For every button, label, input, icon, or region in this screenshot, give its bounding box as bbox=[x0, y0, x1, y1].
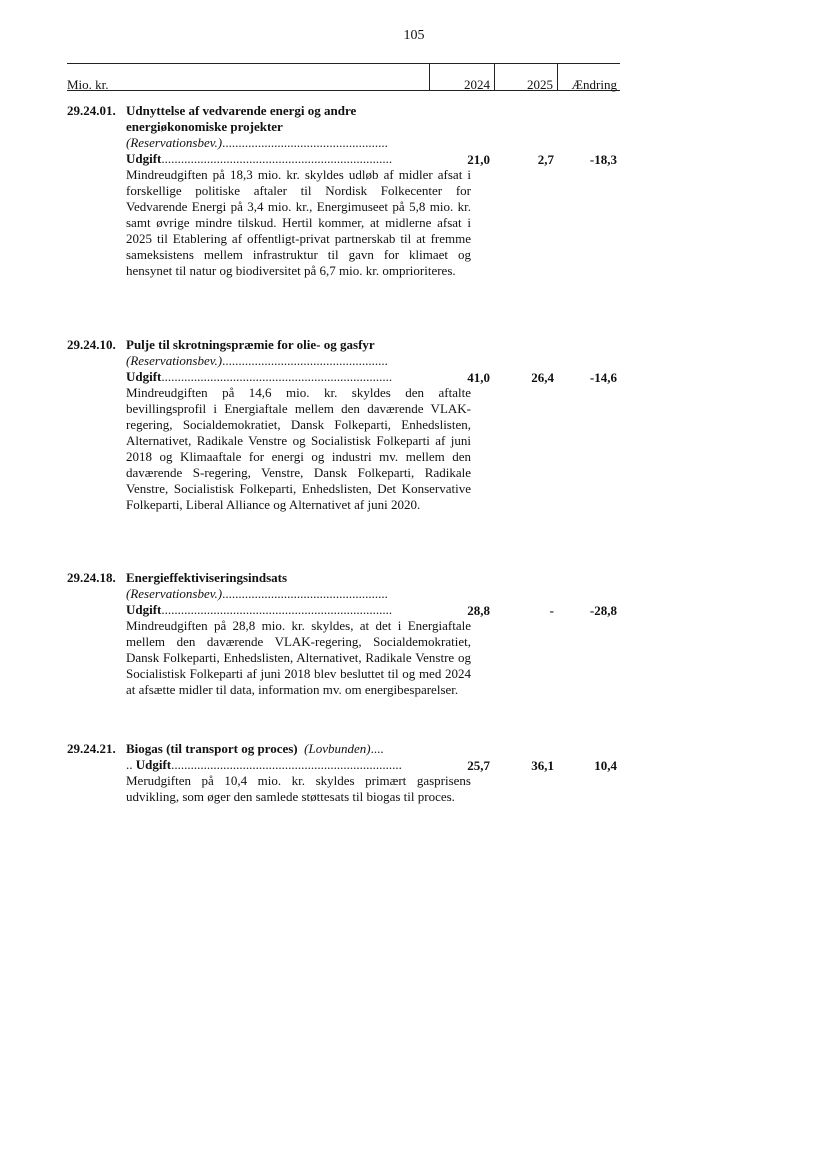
section-code: 29.24.21. bbox=[67, 741, 116, 756]
section-title-line1: Pulje til skrotningspræmie for olie- og gasfyr bbox=[126, 337, 375, 352]
udgift-label: Udgift bbox=[126, 151, 162, 166]
value-2024: 21,0 bbox=[467, 152, 490, 167]
appropriation-type: (Reservationsbev.) bbox=[126, 353, 223, 368]
value-2025: - bbox=[549, 603, 554, 618]
section-description: Mindreudgiften på 28,8 mio. kr. skyldes, at det i Energiaftale mellem den daværende VLAK-regering, Socialdemokratiet, Dansk Folkeparti, Enhedslisten, Alternativet, Radikale Venstre og Socialistisk Folkeparti af juni 2018 blev besluttet til og med 2024 at afsætte midler til data, information mv. om energibesparelser. bbox=[126, 618, 471, 697]
section-description: Merudgiften på 10,4 mio. kr. skyldes primært gasprisens udvikling, som øger den samlede støttesats til biogas til proces. bbox=[126, 773, 471, 804]
value-2025: 2,7 bbox=[537, 152, 554, 167]
appropriation-type: (Reservationsbev.) bbox=[126, 135, 223, 150]
section-body: Energieffektiviseringsindsats (Reservationsbev.)................................................... Udgift....................................................................... Mindreudgiften på 28,8 mio. kr. skyldes, at det i Energiaftale mellem den daværende VLAK-regering, Socialdemokratiet, Dansk Folkeparti, Enhedslisten, Alternativet, Radikale Venstre og Socialistisk Folkeparti af juni 2018 blev besluttet til og med 2024 at afsætte midler til data, information mv. om energibesparelser. bbox=[126, 570, 471, 697]
header-unit-label: Mio. kr. bbox=[67, 77, 109, 92]
section-body: Biogas (til transport og proces) (Lovbunden).... .. Udgift....................................................................... Merudgiften på 10,4 mio. kr. skyldes primært gasprisens udvikling, som øger den samlede støttesats til biogas til proces. bbox=[126, 741, 471, 804]
section-description: Mindreudgiften på 14,6 mio. kr. skyldes den aftalte bevillingsprofil i Energiaftale mellem den daværende VLAK-regering, Socialdemokratiet, Dansk Folkeparti, Enhedslisten, Alternativet, Radikale Venstre og Socialistisk Folkeparti af juni 2018 og Klimaaftale for energi og industri mv. mellem den daværende S-regering, Venstre, Dansk Folkeparti, Radikale Venstre, Socialistisk Folkeparti, Enhedslisten, Det Konservative Folkeparti, Liberal Alliance og Alternativet af juni 2020. bbox=[126, 385, 471, 512]
section-code: 29.24.18. bbox=[67, 570, 116, 585]
udgift-label: Udgift bbox=[126, 602, 162, 617]
header-col-2024: 2024 bbox=[464, 77, 490, 92]
page-number: 105 bbox=[403, 28, 425, 43]
value-2025: 36,1 bbox=[531, 758, 554, 773]
value-2024: 28,8 bbox=[467, 603, 490, 618]
budget-section-292418 bbox=[67, 570, 620, 730]
value-2024: 25,7 bbox=[467, 758, 490, 773]
header-col-2025: 2025 bbox=[527, 77, 553, 92]
section-description: Mindreudgiften på 18,3 mio. kr. skyldes udløb af midler afsat i forskellige politiske aftaler til Nordisk Folkecenter for Vedvarende Energi på 3,4 mio. kr., Energimuseet på 5,8 mio. kr. samt øvrige mindre tilskud. Hertil kommer, at midlerne afsat i 2025 til Etablering af offentligt-privat partnerskab til at fremme sameksistens mellem infrastruktur til gavn for klimaet og hensynet til natur og biodiversitet på 6,7 mio. kr. omprioriteres. bbox=[126, 167, 471, 278]
value-change: -28,8 bbox=[589, 603, 617, 618]
section-code: 29.24.10. bbox=[67, 337, 116, 352]
appropriation-type: (Lovbunden) bbox=[304, 741, 371, 756]
value-change: -14,6 bbox=[589, 370, 617, 385]
header-rule-top bbox=[67, 63, 620, 64]
udgift-label: Udgift bbox=[135, 757, 172, 772]
section-body: Pulje til skrotningspræmie for olie- og gasfyr (Reservationsbev.)................................................... Udgift....................................................................... Mindreudgiften på 14,6 mio. kr. skyldes den aftalte bevillingsprofil i Energiaftale mellem den daværende VLAK-regering, Socialdemokratiet, Dansk Folkeparti, Enhedslisten, Alternativet, Radikale Venstre og Socialistisk Folkeparti af juni 2018 og Klimaaftale for energi og industri mv. mellem den daværende S-regering, Venstre, Dansk Folkeparti, Radikale Venstre, Socialistisk Folkeparti, Enhedslisten, Det Konservative Folkeparti, Liberal Alliance og Alternativet af juni 2020. bbox=[126, 337, 471, 512]
value-change: -18,3 bbox=[589, 152, 617, 167]
section-title-line1: Biogas (til transport og proces) bbox=[126, 741, 298, 756]
section-title-line1: Udnyttelse af vedvarende energi og andre bbox=[126, 103, 357, 118]
budget-section-290401 bbox=[67, 103, 620, 343]
section-code: 29.24.01. bbox=[67, 103, 116, 118]
section-title-line2: energiøkonomiske projekter bbox=[126, 119, 283, 134]
section-body: Udnyttelse af vedvarende energi og andre energiøkonomiske projekter (Reservationsbev.)................................................... Udgift....................................................................... Mindreudgiften på 18,3 mio. kr. skyldes udløb af midler afsat i forskellige politiske aftaler til Nordisk Folkecenter for Vedvarende Energi på 3,4 mio. kr., Energimuseet på 5,8 mio. kr. samt øvrige mindre tilskud. Hertil kommer, at midlerne afsat i 2025 til Etablering af offentligt-privat partnerskab til at fremme sameksistens mellem infrastruktur til gavn for klimaet og hensynet til natur og biodiversitet på 6,7 mio. kr. omprioriteres. bbox=[126, 103, 471, 278]
budget-section-292421 bbox=[67, 741, 620, 831]
budget-section-292410 bbox=[67, 337, 620, 562]
appropriation-type: (Reservationsbev.) bbox=[126, 586, 223, 601]
section-title-line1: Energieffektiviseringsindsats bbox=[126, 570, 288, 585]
value-2024: 41,0 bbox=[467, 370, 490, 385]
udgift-label: Udgift bbox=[126, 369, 162, 384]
value-2025: 26,4 bbox=[531, 370, 554, 385]
header-col-change: Ændring bbox=[571, 77, 617, 92]
value-change: 10,4 bbox=[594, 758, 617, 773]
